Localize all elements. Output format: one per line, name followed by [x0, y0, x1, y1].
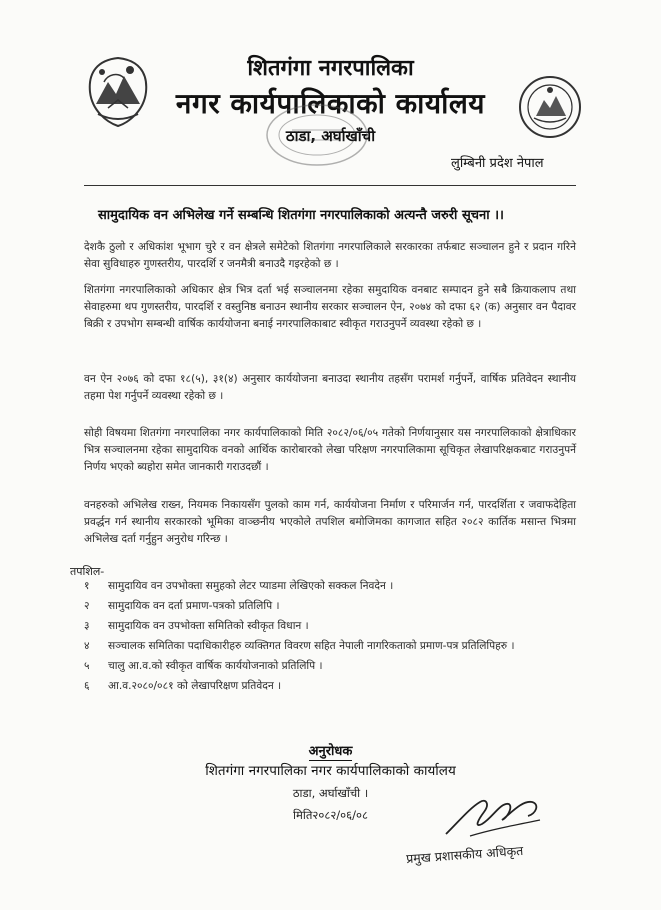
list-item-text: सामुदायिव वन उपभोक्ता समुहको लेटर प्याडमा लेखिएको सक्कल निवदेन । — [108, 580, 394, 592]
municipality-name: शितगंगा नगरपालिका — [247, 56, 414, 81]
list-item-text: चालु आ.व.को स्वीकृत वार्षिक कार्ययोजनाको प्रतिलिपि । — [108, 660, 323, 672]
list-item-number: १ — [84, 580, 90, 592]
list-item-number: २ — [84, 600, 90, 612]
list-item — [84, 658, 554, 675]
signature-icon — [440, 790, 550, 840]
paragraph-4: सोही विषयमा शितगंगा नगरपालिका नगर कार्यपालिकाको मिति २०८२/०६/०५ गतेको निर्णयानुसार यस नगरपालिकाको क्षेत्राधिकार भित्र सञ्चालनमा रहेका सामुदायिक वनको आर्थिक कारोबारको लेखा परिक्षण नगरपालिकामा सूचिकृत लेखापरिक्षकबाट गराउनुपर्ने निर्णय भएको ब्यहोरा समेत जानकारी गराउदछौं । — [84, 427, 576, 473]
list-item-number: ६ — [84, 680, 90, 692]
list-item — [84, 578, 554, 595]
paragraph-1: देशकै ठुलो र अधिकांश भूभाग चुरे र वन क्षेत्रले समेटेको शितगंगा नगरपालिकाले सरकारका तर्फबाट सञ्चालन हुने र प्रदान गरिने सेवा सुविधाहरु गुणस्तरीय, पारदर्शि र जनमैत्री बनाउदै गइरहेको छ । — [84, 241, 576, 270]
list-item — [84, 678, 554, 695]
list-item-text: सामुदायिक वन उपभोक्ता समितिको स्वीकृत विधान । — [108, 620, 309, 632]
list-item — [84, 598, 554, 615]
tapasil-label: तपशिल- — [70, 565, 105, 578]
requester-place: ठाडा, अर्घाखाँची । — [292, 786, 369, 800]
province-name: लुम्बिनी प्रदेश नेपाल — [451, 156, 544, 171]
requester-heading — [0, 741, 661, 759]
list-item-number: ३ — [84, 620, 90, 632]
list-item — [84, 638, 554, 655]
signer-title: प्रमुख प्रशासकीय अधिकृत — [405, 842, 524, 867]
document-list — [84, 578, 554, 698]
list-item-number: ५ — [84, 660, 90, 672]
requester-heading-text: अनुरोधक — [308, 744, 353, 759]
list-item-text: आ.व.२०८०/०८१ को लेखापरिक्षण प्रतिवेदन । — [108, 680, 282, 692]
paragraph-3: वन ऐन २०७६ को दफा १८(५), ३१(४) अनुसार कार्ययोजना बनाउदा स्थानीय तहसँग परामर्श गर्नुपर्ने, वार्षिक प्रतिवेदन स्थानीय तहमा पेश गर्नुपर्ने व्यवस्था रहेको छ । — [84, 373, 576, 402]
notice-date: मिति२०८२/०६/०८ — [293, 808, 368, 822]
list-item-number: ४ — [84, 640, 90, 652]
list-item-text: सञ्चालक समितिका पदाधिकारीहरु व्यक्तिगत विवरण सहित नेपाली नागरिकताको प्रमाण-पत्र प्रतिलिपिहरु । — [108, 640, 515, 652]
paragraph-2: शितगंगा नगरपालिकाको अधिकार क्षेत्र भित्र दर्ता भई सञ्चालनमा रहेका समुदायिक वनबाट सम्पादन हुने सबै क्रियाकलाप तथा सेवाहरुमा थप गुणस्तरीय, पारदर्शि र वस्तुनिष्ठ बनाउन स्थानीय सरकार सञ्चालन ऐन, २०७४ को दफा ६२ (क) अनुसार वन पैदावर बिक्री र उपभोग सम्बन्धी वार्षिक कार्ययोजना बनाई नगरपालिकाबाट स्वीकृत गराउनुपर्ने व्यवस्था रहेको छ । — [84, 284, 576, 330]
notice-subject: सामुदायिक वन अभिलेख गर्ने सम्बन्धि शितगंगा नगरपालिकाको अत्यन्तै जरुरी सूचना ।। — [98, 208, 504, 223]
office-name: नगर कार्यपालिकाको कार्यालय — [175, 87, 486, 120]
office-location: ठाडा, अर्घाखाँची — [285, 127, 376, 145]
requester-office: शितगंगा नगरपालिका नगर कार्यपालिकाको कार्यालय — [205, 763, 456, 779]
office-stamp-icon — [262, 100, 372, 170]
list-item-text: सामुदायिक वन दर्ता प्रमाण-पत्रको प्रतिलिपि । — [108, 600, 280, 612]
municipality-logo-icon — [510, 72, 590, 142]
paragraph-5: वनहरुको अभिलेख राख्न, नियमक निकायसँग पुलको काम गर्न, कार्ययोजना निर्माण र परिमार्जन गर्न, पारदर्शिता र जवाफदेहिता प्रवर्द्धन गर्न स्थानीय सरकारको भूमिका वाञ्छनीय भएकोले तपशिल बमोजिमका कागजात सहित २०८२ कार्तिक मसान्त भित्रमा अभिलेख दर्ता गर्नुहुन अनुरोध गरिन्छ । — [84, 499, 576, 545]
header-divider — [84, 185, 576, 186]
list-item — [84, 618, 554, 635]
